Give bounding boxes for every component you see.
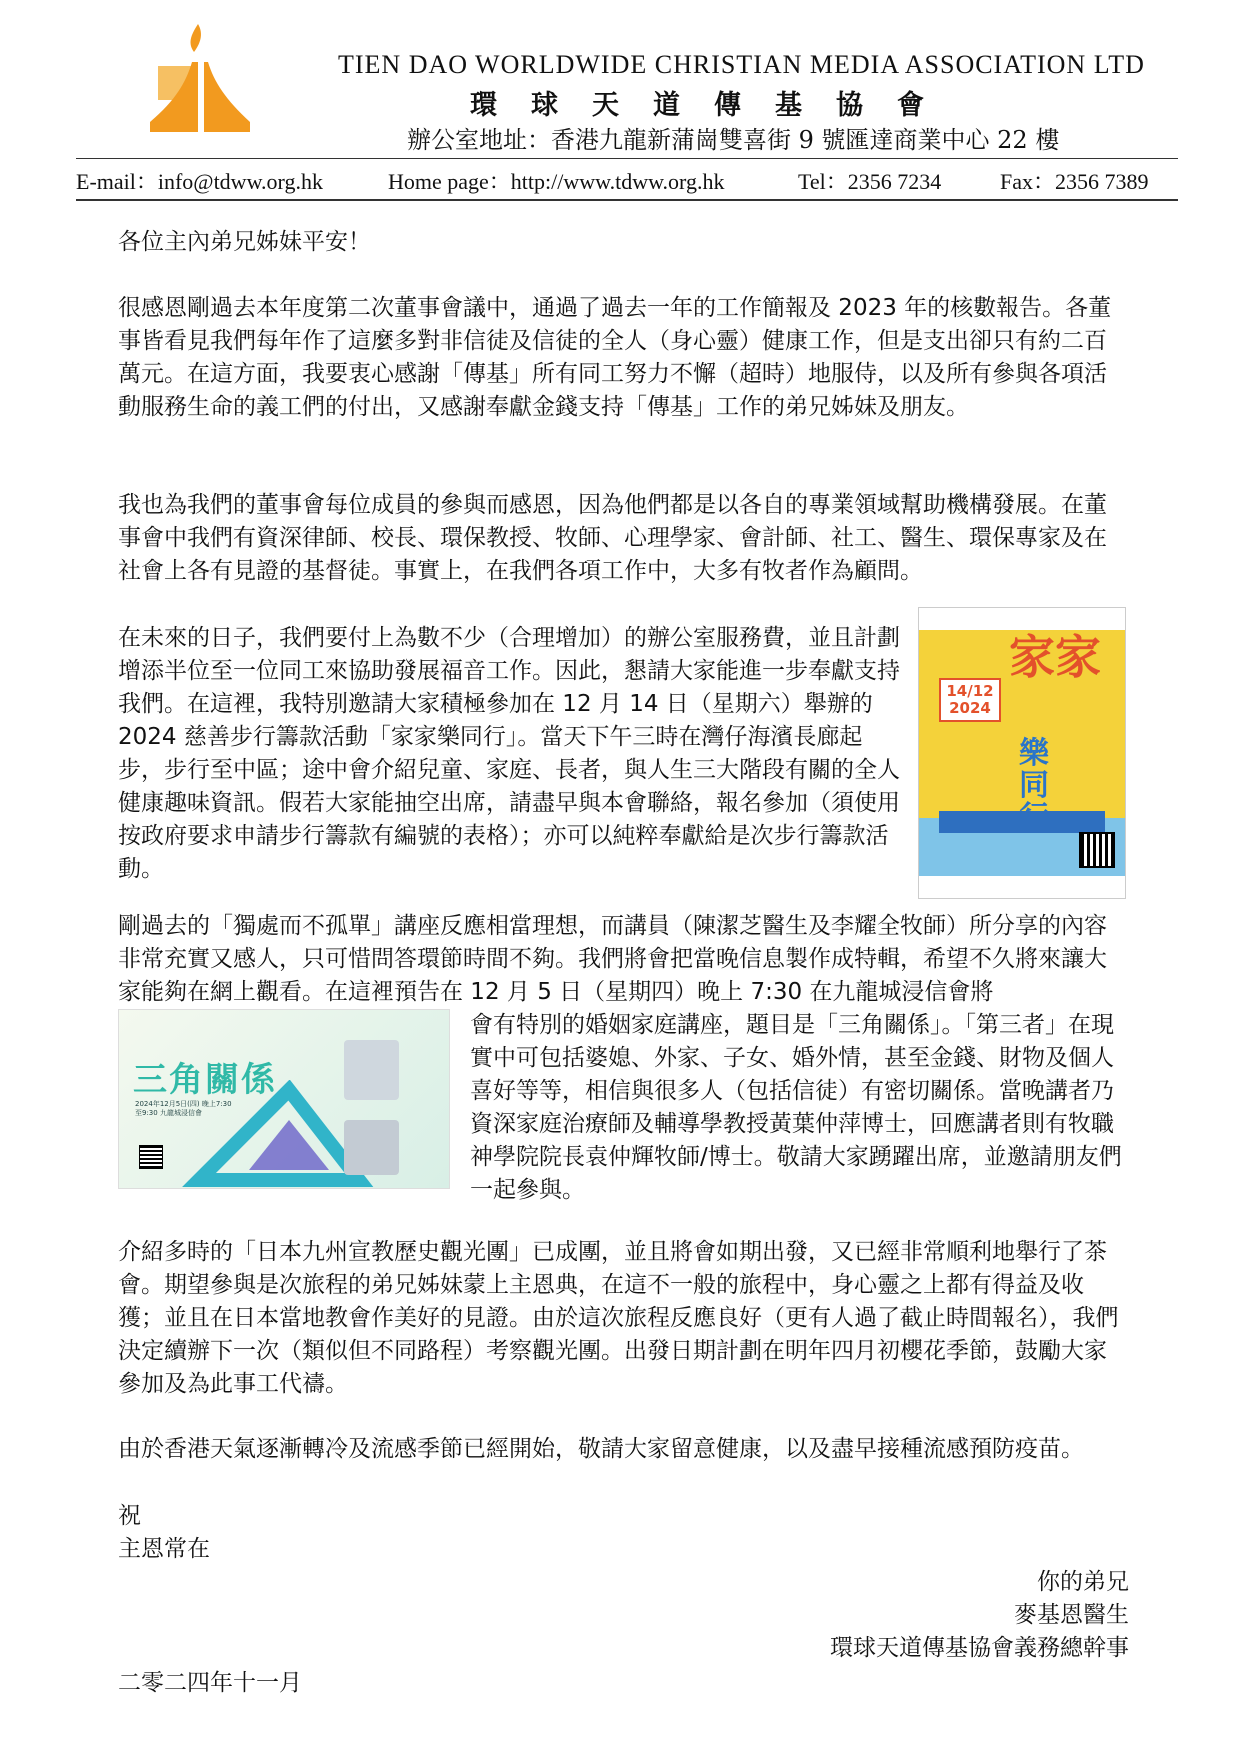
paragraph-board-members: 我也為我們的董事會每位成員的參與而感恩，因為他們都是以各自的專業領域幫助機構發展。在董事會中我們有資深律師、校長、環保教授、牧師、心理學家、會計師、社工、醫生、環保專家及在社會上各有見證的基督徒。事實上，在我們各項工作中，大多有牧者作為顧問。 xyxy=(118,492,1107,584)
respondent-photo xyxy=(344,1120,399,1175)
poster-header-strip xyxy=(919,608,1125,630)
closing-blessing-1: 祝 xyxy=(118,1503,141,1529)
poster-title-bottom: 樂同 xyxy=(1019,736,1049,803)
paragraph-seminar-review: 剛過去的「獨處而不孤單」講座反應相當理想，而講員（陳潔芝醫生及李耀全牧師）所分享的內容非常充實又感人，只可惜問答環節時間不夠。我們將會把當晚信息製作成特輯，希望不久將來讓大家能夠在網上觀看。在這裡預告在 12 月 5 日（星期四）晚上 7:30 在九龍城浸信會將 xyxy=(118,913,1107,1005)
signature-title: 環球天道傳基協會義務總幹事 xyxy=(830,1635,1129,1661)
triangle-relationship-poster xyxy=(118,1009,450,1189)
office-address: 辦公室地址：香港九龍新蒲崗雙喜街 9 號匯達商業中心 22 樓 xyxy=(407,126,1060,154)
signature-name: 麥基恩醫生 xyxy=(1014,1602,1129,1628)
charity-walk-poster xyxy=(918,607,1126,899)
paragraph-japan-tour: 介紹多時的「日本九州宣教歷史觀光團」已成團，並且將會如期出發，又已經非常順利地舉行了茶會。期望參與是次旅程的弟兄姊妹蒙上主恩典，在這不一般的旅程中，身心靈之上都有得益及收獲；並且在日本當地教會作美好的見證。由於這次旅程反應良好（更有人過了截止時間報名），我們決定續辦下一次（類似但不同路程）考察觀光團。出發日期計劃在明年四月初櫻花季節，鼓勵大家參加及為此事工代禱。 xyxy=(118,1239,1119,1397)
org-name-chinese: 環球天道傳基協會 xyxy=(470,90,958,121)
signature-line-1: 你的弟兄 xyxy=(1037,1569,1129,1595)
letter-date: 二零二四年十一月 xyxy=(118,1670,302,1696)
paragraph-charity-walk: 在未來的日子，我們要付上為數不少（合理增加）的辦公室服務費，並且計劃增添半位至一位同工來協助發展福音工作。因此，懇請大家能進一步奉獻支持我們。在這裡，我特別邀請大家積極參加在 12 月 14 日（星期六）舉辦的 2024 慈善步行籌款活動「家家樂同行」。當天下午三時在灣仔海濱長廊起步，步行至中區；途中會介紹兒童、家庭、長者，與人生三大階段有關的全人健康趣味資訊。假若大家能抽空出席，請盡早與本會聯絡，報名參加（須使用按政府要求申請步行籌款有編號的表格）；亦可以純粹奉獻給是次步行籌款活動。 xyxy=(118,625,900,882)
poster-triangle-title: 三角關係 xyxy=(133,1060,277,1100)
speaker-photo xyxy=(344,1040,399,1100)
fax-text: Fax：2356 7389 xyxy=(1000,169,1149,194)
poster-info-band xyxy=(939,811,1105,833)
homepage-link[interactable]: Home page：http://www.tdww.org.hk xyxy=(388,169,725,194)
tel-text: Tel：2356 7234 xyxy=(798,169,942,194)
closing-blessing-2: 主恩常在 xyxy=(118,1536,210,1562)
qr-code-icon xyxy=(1079,832,1115,868)
organization-logo xyxy=(150,22,250,132)
poster-event-info: 2024年12月5日(四) 晚上7:30至9:30 九龍城浸信會 xyxy=(135,1100,232,1117)
paragraph-flu-season: 由於香港天氣逐漸轉冷及流感季節已經開始，敬請大家留意健康，以及盡早接種流感預防疫苗。 xyxy=(118,1436,1084,1462)
email-text: E-mail：info@tdww.org.hk xyxy=(76,169,323,194)
paragraph-marriage-seminar: 會有特別的婚姻家庭講座，題目是「三角關係」。「第三者」在現實中可包括婆媳、外家、子女、婚外情，甚至金錢、財物及個人喜好等等，相信與很多人（包括信徒）有密切關係。當晚講者乃資深家庭治療師及輔導學教授黃葉仲萍博士，回應講者則有牧職神學院院長袁仲輝牧師/博士。敬請大家踴躍出席，並邀請朋友們一起參與。 xyxy=(470,1012,1122,1203)
poster-date-badge: 14/12 2024 xyxy=(939,678,1001,722)
qr-code-icon xyxy=(139,1145,163,1169)
paragraph-board-meeting: 很感恩剛過去本年度第二次董事會議中，通過了過去一年的工作簡報及 2023 年的核數報告。各董事皆看見我們每年作了這麼多對非信徒及信徒的全人（身心靈）健康工作，但是支出卻只有約二百萬元。在這方面，我要衷心感謝「傳基」所有同工努力不懈（超時）地服侍，以及所有參與各項活動服務生命的義工們的付出，又感謝奉獻金錢支持「傳基」工作的弟兄姊妹及朋友。 xyxy=(118,295,1112,420)
org-name-english: TIEN DAO WORLDWIDE CHRISTIAN MEDIA ASSOCIATION LTD xyxy=(338,50,1145,79)
poster-sponsor-strip xyxy=(919,876,1125,898)
greeting: 各位主內弟兄姊妹平安！ xyxy=(118,229,371,255)
poster-title-top: 家家 xyxy=(1009,630,1101,684)
contact-line xyxy=(76,158,1178,201)
